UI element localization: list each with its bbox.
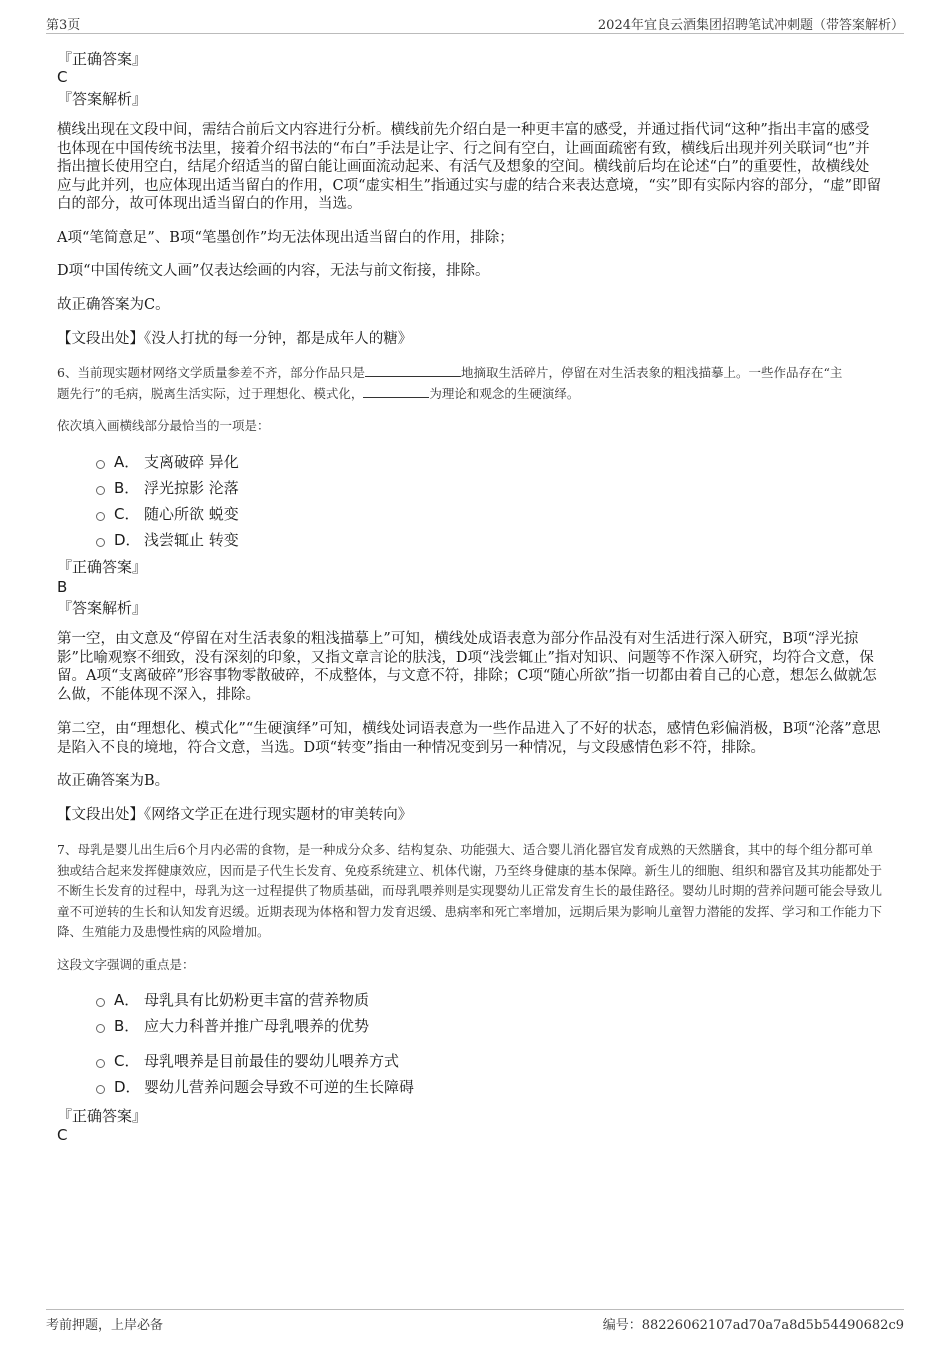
option-a[interactable]: A． 支离破碎 异化 [96, 451, 239, 473]
answer-label: 『正确答案』 [57, 50, 148, 68]
document-id: 编号：88226062107ad70a7a8d5b54490682c9 [602, 1318, 904, 1333]
question-prompt: 依次填入画横线部分最恰当的一项是： [57, 418, 270, 433]
radio-button[interactable] [96, 1024, 105, 1033]
fill-blank [365, 364, 461, 377]
option-a[interactable]: A． 母乳具有比奶粉更丰富的营养物质 [96, 989, 369, 1011]
radio-button[interactable] [96, 1085, 105, 1094]
option-b[interactable]: B． 应大力科普并推广母乳喂养的优势 [96, 1015, 369, 1037]
correct-answer: C [57, 1126, 68, 1144]
radio-button[interactable] [96, 512, 105, 521]
analysis-paragraph: D项“中国传统文人画”仅表达绘画的内容，无法与前文衔接，排除。 [57, 263, 490, 279]
source-citation: 【文段出处】《网络文学正在进行现实题材的审美转向》 [57, 807, 413, 823]
radio-button[interactable] [96, 1059, 105, 1068]
analysis-paragraph: 第一空，由文意及“停留在对生活表象的粗浅描摹上”可知，横线处成语表意为部分作品没有对生活进行深入研究，B项“浮光掠影”比喻观察不细致，没有深刻的印象，又指文章言论的肤浅，D项“浅尝辄止”指对知识、问题等不作深入研究，均符合文意，保留。A项“支离破碎”形容事物零散破碎，不成整体，与文意不符，排除；C项“随心所欲”指一切都由着自己的心意，想怎么做就怎么做，不能体现不深入，排除。 [57, 631, 877, 703]
analysis-paragraph: 第二空，由“理想化、模式化”“生硬演绎”可知，横线处词语表意为一些作品进入了不好的状态，感情色彩偏消极，B项“沦落”意思是陷入不良的境地，符合文意，当选。D项“转变”指由一种情况变到另一种情况，与文段感情色彩不符，排除。 [57, 721, 881, 756]
radio-button[interactable] [96, 998, 105, 1007]
radio-button[interactable] [96, 538, 105, 547]
document-title: 2024年宜良云酒集团招聘笔试冲刺题（带答案解析） [597, 18, 904, 33]
correct-answer: B [57, 578, 68, 596]
analysis-conclusion: 故正确答案为B。 [57, 773, 170, 789]
page-number: 第3页 [46, 18, 81, 33]
radio-button[interactable] [96, 460, 105, 469]
option-b[interactable]: B． 浮光掠影 沦落 [96, 477, 239, 499]
radio-button[interactable] [96, 486, 105, 495]
analysis-label: 『答案解析』 [57, 599, 148, 617]
answer-label: 『正确答案』 [57, 1107, 148, 1125]
option-d[interactable]: D． 浅尝辄止 转变 [96, 529, 239, 551]
question-prompt: 这段文字强调的重点是： [57, 957, 195, 972]
answer-label: 『正确答案』 [57, 558, 148, 576]
correct-answer: C [57, 68, 68, 86]
option-d[interactable]: D． 婴幼儿营养问题会导致不可逆的生长障碍 [96, 1076, 414, 1098]
fill-blank [363, 385, 429, 398]
analysis-paragraph: 横线出现在文段中间，需结合前后文内容进行分析。横线前先介绍白是一种更丰富的感受，并通过指代词“这种”指出丰富的感受也体现在中国传统书法里，接着介绍书法的“布白”手法是让字、行之间有空白，让画面疏密有致，横线后出现并列关联词“也”并指出擅长使用空白，结尾介绍适当的留白能让画面流动起来、有活气及想象的空间。横线前后均在论述“白”的重要性，故横线处应与此并列，也应体现出适当留白的作用，C项“虚实相生”指通过实与虚的结合来表达意境，“实”即有实际内容的部分，“虚”即留白的部分，故可体现出适当留白的作用，当选。 [57, 122, 882, 212]
question-stem: 6、当前现实题材网络文学质量参差不齐，部分作品只是 地摘取生活碎片，停留在对生活表象的粗浅描摹上。一些作品存在“主 题先行”的毛病，脱离生活实际，过于理想化、模式化， 为理论和观念的生硬演绎。 [57, 365, 843, 401]
footer-slogan: 考前押题，上岸必备 [46, 1318, 164, 1333]
analysis-label: 『答案解析』 [57, 90, 148, 108]
question-stem: 7、母乳是婴儿出生后6个月内必需的食物，是一种成分众多、结构复杂、功能强大、适合婴儿消化器官发育成熟的天然膳食，其中的每个组分都可单独或结合起来发挥健康效应，因而是子代生长发育、免疫系统建立、机体代谢，乃至终身健康的基本保障。新生儿的细胞、组织和器官及其功能都处于不断生长发育的过程中，母乳为这一过程提供了物质基础，而母乳喂养则是实现婴幼儿正常发育生长的最佳路径。婴幼儿时期的营养问题可能会导致儿童不可逆转的生长和认知发育迟缓。近期表现为体格和智力发育迟缓、患病率和死亡率增加，远期后果为影响儿童智力潜能的发挥、学习和工作能力下降、生殖能力及患慢性病的风险增加。 [57, 842, 883, 939]
source-citation: 【文段出处】《没人打扰的每一分钟，都是成年人的糖》 [57, 331, 413, 347]
option-c[interactable]: C． 随心所欲 蜕变 [96, 503, 239, 525]
option-c[interactable]: C． 母乳喂养是目前最佳的婴幼儿喂养方式 [96, 1050, 399, 1072]
footer-divider [46, 1309, 904, 1310]
header-divider [46, 33, 904, 34]
analysis-paragraph: A项“笔简意足”、B项“笔墨创作”均无法体现出适当留白的作用，排除； [57, 230, 514, 246]
analysis-conclusion: 故正确答案为C。 [57, 297, 170, 313]
